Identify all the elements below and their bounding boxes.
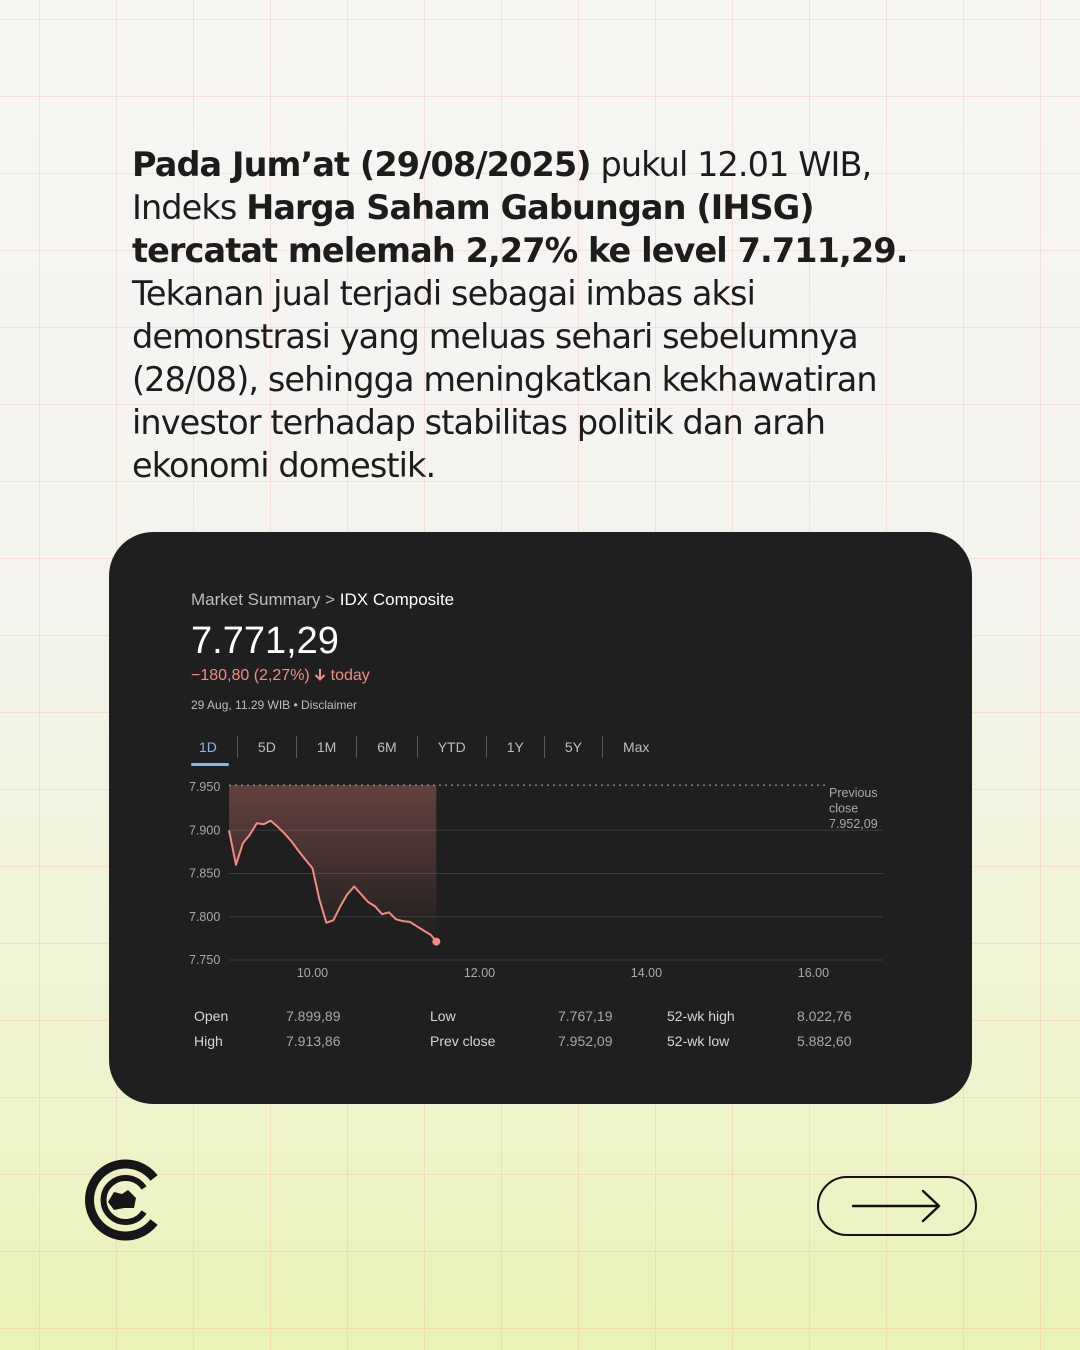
change-value: −180,80 (2,27%) <box>191 667 310 684</box>
tab-1m[interactable]: 1M <box>296 736 356 758</box>
previous-close-label: 7.952,09 <box>829 817 878 831</box>
arrow-down-icon <box>314 668 326 681</box>
stat-low-value: 7.767,19 <box>558 1008 613 1024</box>
x-tick-label: 14.00 <box>630 966 663 980</box>
tab-6m[interactable]: 6M <box>356 736 416 758</box>
breadcrumb-root[interactable]: Market Summary <box>191 590 321 609</box>
intro-date: Pada Jum’at (29/08/2025) <box>132 145 591 184</box>
stat-low-label: Low <box>430 1008 456 1024</box>
stat-52wk-high-value: 8.022,76 <box>797 1008 852 1024</box>
stat-prevclose-label: Prev close <box>430 1033 496 1049</box>
breadcrumb-current: IDX Composite <box>339 590 455 609</box>
tab-5d[interactable]: 5D <box>237 736 296 758</box>
tab-5y[interactable]: 5Y <box>544 736 602 758</box>
y-tick-label: 7.850 <box>189 866 221 881</box>
intro-headline: Harga Saham Gabungan (IHSG) tercatat melemah 2,27% ke level 7.711,29. <box>132 188 908 270</box>
previous-close-label: Previous <box>829 786 878 800</box>
change-suffix: today <box>330 667 370 684</box>
y-tick-label: 7.950 <box>189 780 221 794</box>
stat-52wk-high-label: 52-wk high <box>667 1008 735 1024</box>
stat-52wk-low-value: 5.882,60 <box>797 1033 852 1049</box>
previous-close-label: close <box>829 801 859 816</box>
price-change <box>191 667 370 685</box>
x-tick-label: 10.00 <box>296 966 329 980</box>
stat-high-value: 7.913,86 <box>286 1033 341 1049</box>
stat-open-label: Open <box>194 1008 229 1024</box>
stat-open-value: 7.899,89 <box>286 1008 341 1024</box>
index-price: 7.771,29 <box>191 620 339 662</box>
intro-body: Tekanan jual terjadi sebagai imbas aksi demonstrasi yang meluas sehari sebelumnya (28/08), sehingga meningkatkan kekhawatiran investor terhadap stabilitas politik dan arah ekonomi domestik. <box>132 274 877 485</box>
next-button[interactable] <box>817 1176 977 1236</box>
stat-high-label: High <box>194 1033 223 1049</box>
stat-prevclose-value: 7.952,09 <box>558 1033 613 1049</box>
current-price-marker <box>432 938 440 946</box>
x-tick-label: 12.00 <box>463 966 496 980</box>
x-tick-label: 16.00 <box>797 966 830 980</box>
breadcrumb-separator: > <box>320 590 340 609</box>
tab-1y[interactable]: 1Y <box>486 736 544 758</box>
y-tick-label: 7.900 <box>189 823 221 838</box>
intro-time: pukul 12.01 WIB, Indeks <box>132 145 872 227</box>
stat-52wk-low-label: 52-wk low <box>667 1033 730 1049</box>
arrow-right-icon <box>849 1186 945 1226</box>
tab-1d[interactable]: 1D <box>191 736 237 758</box>
price-area <box>229 785 436 941</box>
timestamp-disclaimer: 29 Aug, 11.29 WIB • Disclaimer <box>191 698 358 712</box>
breadcrumb <box>191 590 454 610</box>
price-chart <box>181 772 901 982</box>
intro-paragraph <box>132 143 952 487</box>
market-summary-card <box>109 532 972 1104</box>
tab-ytd[interactable]: YTD <box>417 736 486 758</box>
brand-logo-icon <box>84 1158 164 1242</box>
range-tabs <box>191 732 669 762</box>
tab-max[interactable]: Max <box>602 736 669 758</box>
y-tick-label: 7.750 <box>189 953 221 967</box>
y-tick-label: 7.800 <box>189 909 221 924</box>
